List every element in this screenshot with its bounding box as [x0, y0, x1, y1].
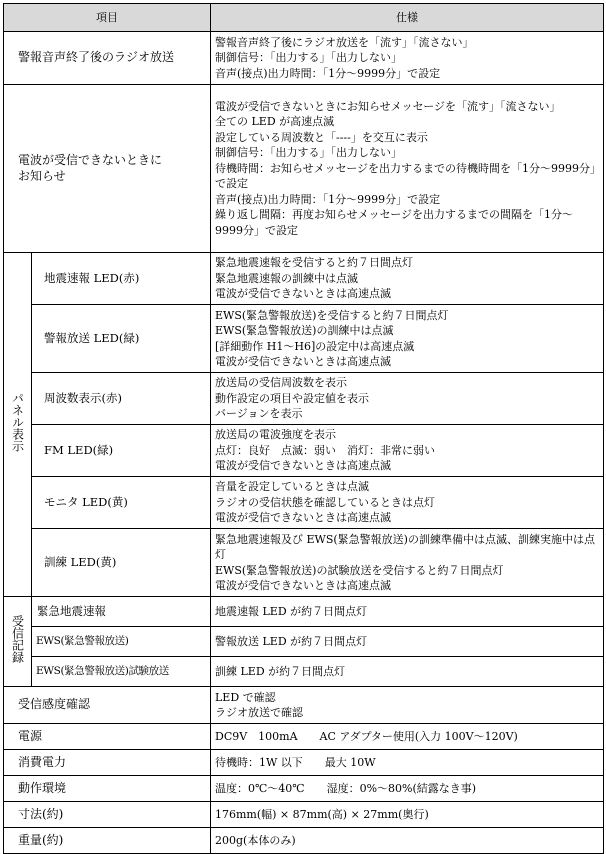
row-spec: 訓練 LED が約７日間点灯 [211, 657, 604, 687]
spec-line: 点灯：良好 点滅：弱い 消灯：非常に弱い [215, 443, 435, 457]
spec-line: 電波が受信できないときは高速点滅 [215, 287, 391, 301]
table-row [4, 305, 604, 373]
row-label-text: 電波が受信できないときにお知らせ [18, 153, 163, 183]
table-row [4, 802, 604, 828]
spec-line: 放送局の受信周波数を表示 [215, 376, 347, 390]
row-label: 動作環境 [4, 776, 211, 802]
spec-line: 緊急地震速報の訓練中は点滅 [215, 271, 358, 285]
table-row [4, 597, 604, 627]
record-group-text: 受信記録 [10, 615, 25, 664]
spec-line: 全ての LED が高速点滅 [215, 115, 335, 129]
header-item: 項目 [4, 4, 211, 32]
panel-group-text: パネル表示 [10, 392, 25, 453]
table-row [4, 425, 604, 477]
table-row [4, 477, 604, 529]
row-spec: 警報放送 LED が約７日間点灯 [211, 627, 604, 657]
table-row [4, 687, 604, 724]
spec-line: 待機時間：お知らせメッセージを出力するまでの待機時間を「1分〜9999分」で設定 [215, 161, 596, 191]
row-label: 警報放送 LED(緑) [32, 305, 211, 373]
spec-line: 制御信号：「出力する」「出力しない」 [215, 51, 402, 65]
spec-line: 繰り返し間隔：再度お知らせメッセージを出力するまでの間隔を「1分〜9999分」で設定 [215, 208, 574, 237]
spec-line: EWS(緊急警報放送)の試験放送を受信すると約７日間点灯 [215, 563, 504, 577]
spec-line: 設定している周波数と「----」を交互に表示 [215, 130, 428, 144]
spec-line: 警報音声終了後にラジオ放送を「流す」「流さない」 [215, 35, 474, 49]
row-label: EWS(緊急警報放送) [32, 627, 211, 657]
row-label: 受信感度確認 [4, 687, 211, 724]
spec-line: [詳細動作 H1〜H6]の設定中は高速点滅 [215, 339, 415, 353]
table-row [4, 627, 604, 657]
table-row [4, 373, 604, 425]
spec-line: 動作設定の項目や設定値を表示 [215, 391, 369, 405]
table-row [4, 657, 604, 687]
table-header-row [4, 4, 604, 32]
row-label [4, 85, 211, 253]
spec-line: 音声(接点)出力時間：「1分〜9999分」で設定 [215, 66, 441, 80]
panel-group-label [4, 253, 32, 597]
spec-line: 放送局の電波強度を表示 [215, 428, 336, 442]
row-spec [211, 253, 604, 305]
table-row [4, 32, 604, 85]
header-spec: 仕様 [211, 4, 604, 32]
spec-line: 電波が受信できないときは高速点滅 [215, 459, 391, 473]
spec-line: 制御信号：「出力する」「出力しない」 [215, 146, 402, 160]
record-group-label [4, 597, 32, 687]
table-row [4, 85, 604, 253]
spec-line: 電波が受信できないときにお知らせメッセージを「流す」「流さない」 [215, 99, 561, 113]
row-spec: DC9V 100mA AC アダプター使用(入力 100V〜120V) [211, 724, 604, 750]
spec-line: 音量を設定しているときは点滅 [215, 480, 369, 494]
row-label: 訓練 LED(黄) [32, 529, 211, 597]
spec-line: ラジオ放送で確認 [215, 706, 303, 719]
spec-line: 緊急地震速報及び EWS(緊急警報放送)の訓練準備中は点滅、訓練実施中は点灯 [215, 532, 595, 561]
spec-line: 電波が受信できないときは高速点滅 [215, 579, 391, 592]
row-label: 警報音声終了後のラジオ放送 [4, 32, 211, 85]
spec-line: EWS(緊急警報放送)を受信すると約７日間点灯 [215, 308, 449, 322]
spec-line: 電波が受信できないときは高速点滅 [215, 511, 391, 525]
row-spec [211, 425, 604, 477]
spec-line: LED で確認 [215, 690, 276, 704]
row-label: 周波数表示(赤) [32, 373, 211, 425]
row-label: 消費電力 [4, 750, 211, 776]
table-row [4, 529, 604, 597]
row-label: FM LED(緑) [32, 425, 211, 477]
row-label: 重量(約) [4, 828, 211, 854]
row-spec: 温度：0℃〜40℃ 湿度：0%〜80%(結露なき事) [211, 776, 604, 802]
row-label: 緊急地震速報 [32, 597, 211, 627]
row-spec: 待機時：1W 以下 最大 10W [211, 750, 604, 776]
row-label: モニタ LED(黄) [32, 477, 211, 529]
spec-line: 音声(接点)出力時間：「1分〜9999分」で設定 [215, 192, 441, 206]
row-label: 地震速報 LED(赤) [32, 253, 211, 305]
row-spec: 地震速報 LED が約７日間点灯 [211, 597, 604, 627]
row-label: 電源 [4, 724, 211, 750]
spec-table [3, 3, 604, 854]
row-spec: 176mm(幅) × 87mm(高) × 27mm(奥行) [211, 802, 604, 828]
row-label: EWS(緊急警報放送)試験放送 [32, 657, 211, 687]
table-row [4, 776, 604, 802]
row-spec [211, 687, 604, 724]
row-spec [211, 305, 604, 373]
table-row [4, 750, 604, 776]
row-spec [211, 32, 604, 85]
row-label: 寸法(約) [4, 802, 211, 828]
table-row [4, 724, 604, 750]
table-row [4, 828, 604, 854]
row-spec [211, 373, 604, 425]
row-spec [211, 477, 604, 529]
row-spec [211, 85, 604, 253]
spec-line: バージョンを表示 [215, 407, 303, 421]
spec-line: ラジオの受信状態を確認しているときは点灯 [215, 495, 435, 509]
spec-line: 緊急地震速報を受信すると約７日間点灯 [215, 256, 413, 270]
table-row [4, 253, 604, 305]
row-spec [211, 529, 604, 597]
spec-line: EWS(緊急警報放送)の訓練中は点滅 [215, 324, 394, 337]
spec-line: 電波が受信できないときは高速点滅 [215, 355, 391, 368]
row-spec: 200g(本体のみ) [211, 828, 604, 854]
